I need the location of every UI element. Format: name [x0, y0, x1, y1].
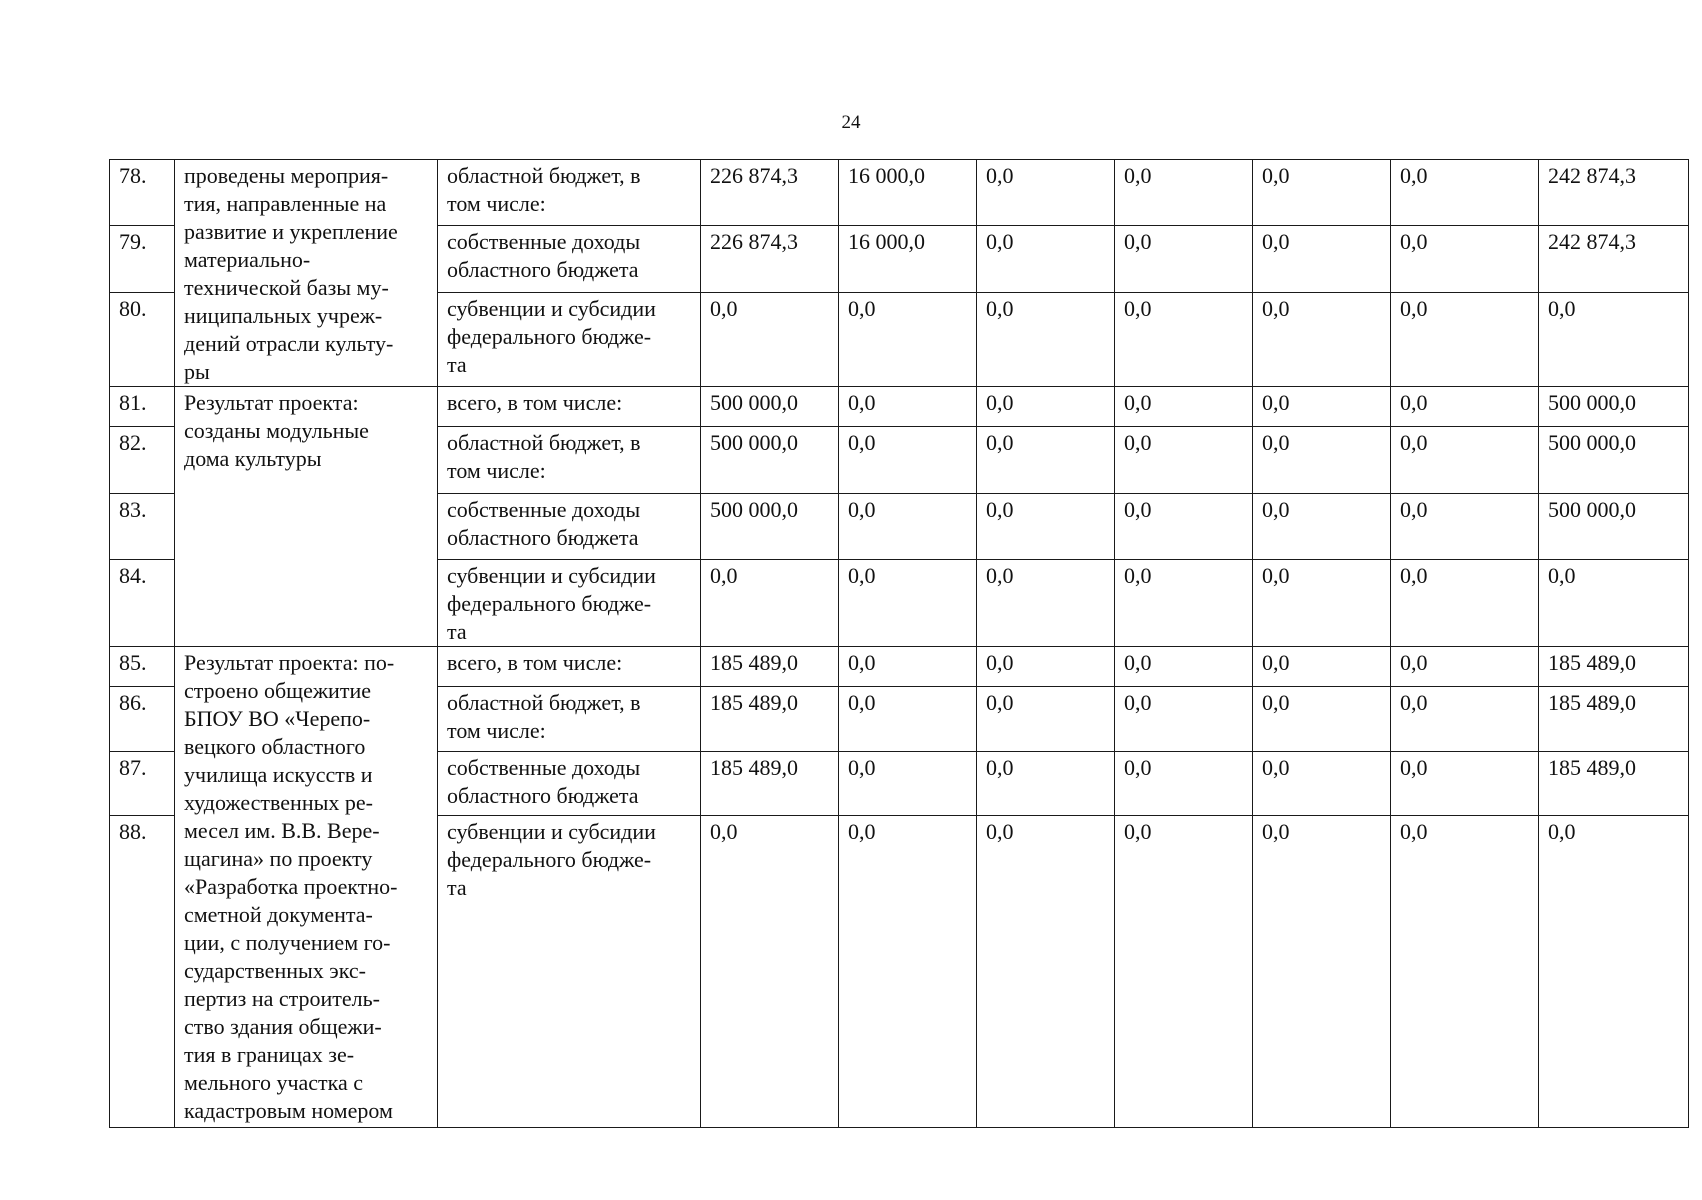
- amount-value: 0,0: [839, 387, 977, 427]
- total-value: 185 489,0: [1539, 752, 1689, 816]
- total-value: 242 874,3: [1539, 226, 1689, 292]
- amount-value: 0,0: [1115, 647, 1253, 687]
- amount-value: 0,0: [701, 560, 839, 647]
- amount-value: 0,0: [1391, 752, 1539, 816]
- amount-value: 0,0: [977, 160, 1115, 226]
- amount-value: 226 874,3: [701, 160, 839, 226]
- row-number: 83.: [110, 494, 175, 560]
- amount-value: 0,0: [1115, 226, 1253, 292]
- amount-value: 226 874,3: [701, 226, 839, 292]
- amount-value: 0,0: [977, 752, 1115, 816]
- amount-value: 0,0: [1115, 687, 1253, 752]
- table-row: [110, 647, 1689, 687]
- amount-value: 0,0: [839, 647, 977, 687]
- total-value: 500 000,0: [1539, 494, 1689, 560]
- amount-value: 0,0: [1115, 427, 1253, 494]
- amount-value: 0,0: [1115, 292, 1253, 386]
- total-value: 0,0: [1539, 560, 1689, 647]
- funding-source: областной бюджет, в том числе:: [438, 427, 701, 494]
- row-number: 88.: [110, 816, 175, 1128]
- amount-value: 0,0: [977, 494, 1115, 560]
- amount-value: 500 000,0: [701, 494, 839, 560]
- result-description: проведены мероприя- тия, направленные на развитие и укрепление материально- технической базы му- ниципальных учреж- дений отрасли культу- ры: [175, 160, 438, 387]
- row-number: 87.: [110, 752, 175, 816]
- amount-value: 16 000,0: [839, 160, 977, 226]
- amount-value: 0,0: [1115, 560, 1253, 647]
- amount-value: 0,0: [1391, 560, 1539, 647]
- total-value: 0,0: [1539, 816, 1689, 1128]
- total-value: 500 000,0: [1539, 387, 1689, 427]
- table-body: [110, 160, 1689, 1128]
- result-description: Результат проекта: по- строено общежитие БПОУ ВО «Черепо- вецкого областного училища искусств и художественных ре- месел им. В.В. Вере- щагина» по проекту «Разработка проектно- сметной документа- ции, с получением го- сударственных экс- пертиз на строитель- ство здания общежи- тия в границах зе- мельного участка с кадастровым номером: [175, 647, 438, 1128]
- funding-source: собственные доходы областного бюджета: [438, 226, 701, 292]
- amount-value: 0,0: [1391, 226, 1539, 292]
- amount-value: 0,0: [977, 647, 1115, 687]
- amount-value: 0,0: [977, 687, 1115, 752]
- amount-value: 0,0: [1391, 292, 1539, 386]
- amount-value: 0,0: [1253, 816, 1391, 1128]
- funding-source: областной бюджет, в том числе:: [438, 160, 701, 226]
- amount-value: 0,0: [839, 752, 977, 816]
- amount-value: 185 489,0: [701, 647, 839, 687]
- amount-value: 0,0: [839, 494, 977, 560]
- amount-value: 0,0: [1391, 494, 1539, 560]
- amount-value: 0,0: [1253, 560, 1391, 647]
- amount-value: 0,0: [977, 816, 1115, 1128]
- row-number: 78.: [110, 160, 175, 226]
- amount-value: 0,0: [839, 687, 977, 752]
- total-value: 0,0: [1539, 292, 1689, 386]
- amount-value: 0,0: [1391, 427, 1539, 494]
- amount-value: 0,0: [839, 816, 977, 1128]
- amount-value: 500 000,0: [701, 387, 839, 427]
- funding-source: областной бюджет, в том числе:: [438, 687, 701, 752]
- funding-source: всего, в том числе:: [438, 387, 701, 427]
- amount-value: 0,0: [1253, 387, 1391, 427]
- funding-source: субвенции и субсидии федерального бюдже- та: [438, 816, 701, 1128]
- row-number: 80.: [110, 292, 175, 386]
- amount-value: 0,0: [1253, 160, 1391, 226]
- amount-value: 16 000,0: [839, 226, 977, 292]
- amount-value: 0,0: [1391, 816, 1539, 1128]
- funding-source: субвенции и субсидии федерального бюдже- та: [438, 560, 701, 647]
- total-value: 242 874,3: [1539, 160, 1689, 226]
- table-row: [110, 387, 1689, 427]
- amount-value: 0,0: [839, 560, 977, 647]
- amount-value: 0,0: [1253, 292, 1391, 386]
- amount-value: 0,0: [1253, 226, 1391, 292]
- row-number: 79.: [110, 226, 175, 292]
- amount-value: 185 489,0: [701, 687, 839, 752]
- amount-value: 0,0: [1115, 387, 1253, 427]
- amount-value: 0,0: [977, 387, 1115, 427]
- amount-value: 0,0: [1115, 752, 1253, 816]
- result-description: Результат проекта: созданы модульные дома культуры: [175, 387, 438, 647]
- amount-value: 0,0: [1391, 160, 1539, 226]
- amount-value: 185 489,0: [701, 752, 839, 816]
- amount-value: 0,0: [1391, 387, 1539, 427]
- amount-value: 0,0: [977, 292, 1115, 386]
- amount-value: 0,0: [1253, 647, 1391, 687]
- amount-value: 0,0: [977, 427, 1115, 494]
- amount-value: 0,0: [1253, 752, 1391, 816]
- funding-source: собственные доходы областного бюджета: [438, 494, 701, 560]
- amount-value: 0,0: [839, 427, 977, 494]
- budget-table: [109, 159, 1689, 1128]
- amount-value: 0,0: [1115, 160, 1253, 226]
- amount-value: 0,0: [1115, 494, 1253, 560]
- amount-value: 0,0: [839, 292, 977, 386]
- total-value: 185 489,0: [1539, 687, 1689, 752]
- funding-source: всего, в том числе:: [438, 647, 701, 687]
- amount-value: 0,0: [701, 816, 839, 1128]
- funding-source: собственные доходы областного бюджета: [438, 752, 701, 816]
- page-number: 24: [841, 112, 861, 133]
- funding-source: субвенции и субсидии федерального бюдже- та: [438, 292, 701, 386]
- amount-value: 0,0: [977, 560, 1115, 647]
- amount-value: 0,0: [1253, 427, 1391, 494]
- row-number: 86.: [110, 687, 175, 752]
- row-number: 82.: [110, 427, 175, 494]
- amount-value: 0,0: [1391, 687, 1539, 752]
- amount-value: 0,0: [1253, 494, 1391, 560]
- amount-value: 500 000,0: [701, 427, 839, 494]
- row-number: 85.: [110, 647, 175, 687]
- table-row: [110, 160, 1689, 226]
- amount-value: 0,0: [977, 226, 1115, 292]
- total-value: 500 000,0: [1539, 427, 1689, 494]
- total-value: 185 489,0: [1539, 647, 1689, 687]
- row-number: 81.: [110, 387, 175, 427]
- amount-value: 0,0: [1253, 687, 1391, 752]
- row-number: 84.: [110, 560, 175, 647]
- amount-value: 0,0: [701, 292, 839, 386]
- amount-value: 0,0: [1391, 647, 1539, 687]
- amount-value: 0,0: [1115, 816, 1253, 1128]
